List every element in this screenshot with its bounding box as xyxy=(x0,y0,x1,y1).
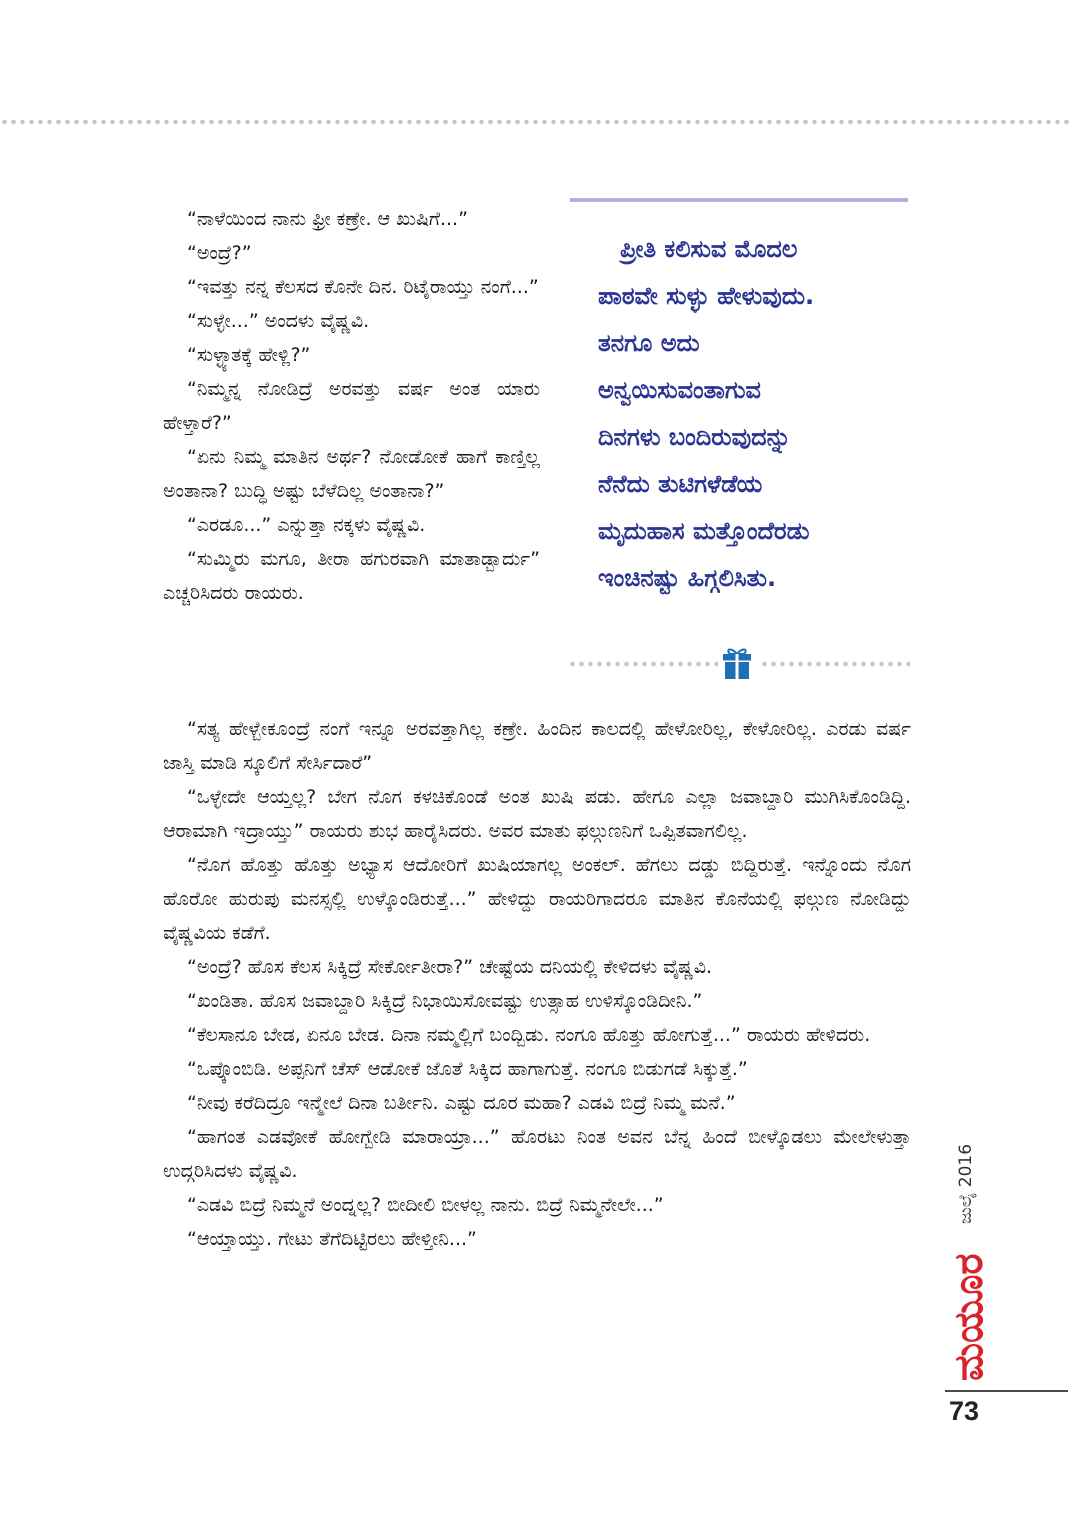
pull-quote-line: ಮೃದುಹಾಸ ಮತ್ತೊಂದೆರಡು xyxy=(598,517,810,545)
page-number: 73 xyxy=(949,1396,980,1426)
pull-quote-line: ಅನ್ವಯಿಸುವಂತಾಗುವ xyxy=(598,376,761,404)
section-dotted-divider-right xyxy=(760,660,910,668)
pull-quote-line: ನೆನೆದು ತುಟಿಗಳೆಡೆಯ xyxy=(598,470,763,498)
paragraph: “ಇವತ್ತು ನನ್ನ ಕೆಲಸದ ಕೊನೇ ದಿನ. ರಿಟೈರಾಯ್ತು ನಂಗೆ...” xyxy=(187,276,539,298)
paragraph: “ನಾಳೆಯಿಂದ ನಾನು ಫ್ರೀ ಕಣ್ರೇ. ಆ ಖುಷಿಗೆ...” xyxy=(187,208,468,230)
paragraph: “ಹಾಗಂತ ಎಡವೋಕೆ ಹೋಗ್ಬೇಡಿ ಮಾರಾಯ್ರಾ...” ಹೊರಟು ನಿಂತ ಅವನ ಬೆನ್ನ ಹಿಂದೆ ಬೀಳ್ಕೊಡಲು ಮೇಲೇಳುತ್ತಾ ಉದ್ಗರಿಸಿದಳು ವೈಷ್ಣವಿ. xyxy=(163,1126,911,1182)
pull-quote-line: ಪಾಠವೇ ಸುಳ್ಳು ಹೇಳುವುದು. xyxy=(598,282,815,310)
pull-quote-line: ದಿನಗಳು ಬಂದಿರುವುದನ್ನು xyxy=(598,423,791,451)
pull-quote-line: ತನಗೂ ಅದು xyxy=(598,329,700,357)
section-dotted-divider-left xyxy=(568,660,718,668)
issue-date: ಜುಲೈ 2016 xyxy=(956,1143,976,1225)
paragraph: “ಕೆಲಸಾನೂ ಬೇಡ, ಏನೂ ಬೇಡ. ದಿನಾ ನಮ್ಮಲ್ಲಿಗೆ ಬಂದ್ಬಿಡು. ನಂಗೂ ಹೊತ್ತು ಹೋಗುತ್ತೆ...” ರಾಯರು ಹೇಳಿದರು. xyxy=(187,1024,871,1046)
magazine-logo: ಮಯೂರ xyxy=(946,1253,992,1381)
body-text xyxy=(163,712,911,1402)
paragraph: “ನೊಗ ಹೊತ್ತು ಹೊತ್ತು ಅಭ್ಯಾಸ ಆದೋರಿಗೆ ಖುಷಿಯಾಗಲ್ಲ ಅಂಕಲ್. ಹೆಗಲು ದಡ್ಡು ಬಿದ್ದಿರುತ್ತೆ. ಇನ್ನೊಂದು ನೊಗ ಹೊರೋ ಹುರುಪು ಮನಸ್ಸಲ್ಲಿ ಉಳ್ಕೊಂಡಿರುತ್ತೆ...” ಹೇಳಿದ್ದು ರಾಯರಿಗಾದರೂ ಮಾತಿನ ಕೊನೆಯಲ್ಲಿ ಫಲ್ಗುಣ ನೋಡಿದ್ದು ವೈಷ್ಣವಿಯ ಕಡೆಗೆ. xyxy=(163,854,911,944)
paragraph: “ಸುಳ್ಳೇ...” ಅಂದಳು ವೈಷ್ಣವಿ. xyxy=(187,310,370,332)
paragraph: “ಎರಡೂ...” ಎನ್ನುತ್ತಾ ನಕ್ಕಳು ವೈಷ್ಣವಿ. xyxy=(187,514,426,536)
paragraph: “ಖಂಡಿತಾ. ಹೊಸ ಜವಾಬ್ದಾರಿ ಸಿಕ್ಕಿದ್ರೆ ನಿಭಾಯಿಸೋವಷ್ಟು ಉತ್ಸಾಹ ಉಳಿಸ್ಕೊಂಡಿದೀನಿ.” xyxy=(187,990,703,1012)
pull-quote-line: ಪ್ರೀತಿ ಕಲಿಸುವ ಮೊದಲ xyxy=(620,235,798,263)
gift-icon xyxy=(721,646,753,680)
paragraph: “ಒಪ್ಕೊಂಬಿಡಿ. ಅಪ್ಪನಿಗೆ ಚೆಸ್ ಆಡೋಕೆ ಜೊತೆ ಸಿಕ್ಕಿದ ಹಾಗಾಗುತ್ತೆ. ನಂಗೂ ಬಿಡುಗಡೆ ಸಿಕ್ಕುತ್ತೆ.” xyxy=(187,1058,748,1080)
paragraph: “ಸುಳ್ಳ್ಯಾತಕ್ಕೆ ಹೇಳ್ಲಿ?” xyxy=(187,344,311,366)
top-dotted-divider xyxy=(0,118,1072,126)
paragraph: “ಎಡವಿ ಬಿದ್ರೆ ನಿಮ್ಮನೆ ಅಂದ್ನಲ್ಲ? ಬೀದೀಲಿ ಬೀಳಲ್ಲ ನಾನು. ಬಿದ್ರೆ ನಿಮ್ಮನೇಲೇ...” xyxy=(187,1194,664,1216)
paragraph: “ಅಂದ್ರೆ?” xyxy=(187,242,252,264)
pull-quote-top-rule xyxy=(570,198,908,202)
paragraph: “ಸತ್ಯ ಹೇಳ್ಬೇಕೂಂದ್ರೆ ನಂಗೆ ಇನ್ನೂ ಅರವತ್ತಾಗಿಲ್ಲ ಕಣ್ರೇ. ಹಿಂದಿನ ಕಾಲದಲ್ಲಿ ಹೇಳೋರಿಲ್ಲ, ಕೇಳೋರಿಲ್ಲ. ಎರಡು ವರ್ಷ ಜಾಸ್ತಿ ಮಾಡಿ ಸ್ಕೂಲಿಗೆ ಸೇರ್ಸಿದಾರೆ” xyxy=(163,718,911,774)
pull-quote-line: ಇಂಚಿನಷ್ಟು ಹಿಗ್ಗಲಿಸಿತು. xyxy=(598,564,777,592)
paragraph: “ಅಂದ್ರೆ? ಹೊಸ ಕೆಲಸ ಸಿಕ್ಕಿದ್ರೆ ಸೇರ್ಕೋತೀರಾ?” ಚೇಷ್ಟೆಯ ದನಿಯಲ್ಲಿ ಕೇಳಿದಳು ವೈಷ್ಣವಿ. xyxy=(187,956,712,978)
paragraph: “ನೀವು ಕರೆದಿದ್ರೂ ಇನ್ಮೇಲೆ ದಿನಾ ಬರ್ತೀನಿ. ಎಷ್ಟು ದೂರ ಮಹಾ? ಎಡವಿ ಬಿದ್ರೆ ನಿಮ್ಮ ಮನೆ.” xyxy=(187,1092,736,1114)
paragraph: “ಒಳ್ಳೇದೇ ಆಯ್ತಲ್ಲ? ಬೇಗ ನೊಗ ಕಳಚಿಕೊಂಡೆ ಅಂತ ಖುಷಿ ಪಡು. ಹೇಗೂ ಎಲ್ಲಾ ಜವಾಬ್ದಾರಿ ಮುಗಿಸಿಕೊಂಡಿದ್ದಿ. ಆರಾಮಾಗಿ ಇದ್ರಾಯ್ತು” ರಾಯರು ಶುಭ ಹಾರೈಸಿದರು. ಅವರ ಮಾತು ಫಲ್ಗುಣನಿಗೆ ಒಪ್ಪಿತವಾಗಲಿಲ್ಲ. xyxy=(163,786,911,842)
pull-quote xyxy=(598,226,908,602)
paragraph: “ಸುಮ್ಮಿರು ಮಗೂ, ತೀರಾ ಹಗುರವಾಗಿ ಮಾತಾಡ್ಬಾರ್ದು” ಎಚ್ಚರಿಸಿದರು ರಾಯರು. xyxy=(163,548,540,604)
paragraph: “ಏನು ನಿಮ್ಮ ಮಾತಿನ ಅರ್ಥ? ನೋಡೋಕೆ ಹಾಗೆ ಕಾಣ್ತಿಲ್ಲ ಅಂತಾನಾ? ಬುದ್ಧಿ ಅಷ್ಟು ಬೆಳೆದಿಲ್ಲ ಅಂತಾನಾ?” xyxy=(163,446,540,502)
paragraph: “ನಿಮ್ಮನ್ನ ನೋಡಿದ್ರೆ ಅರವತ್ತು ವರ್ಷ ಅಂತ ಯಾರು ಹೇಳ್ತಾರೆ?” xyxy=(163,378,540,434)
left-text-column xyxy=(163,202,540,710)
footer-rule xyxy=(945,1390,1068,1392)
paragraph: “ಆಯ್ತಾಯ್ತು. ಗೇಟು ತೆಗೆದಿಟ್ಟಿರಲು ಹೇಳ್ತೀನಿ...” xyxy=(187,1228,477,1250)
